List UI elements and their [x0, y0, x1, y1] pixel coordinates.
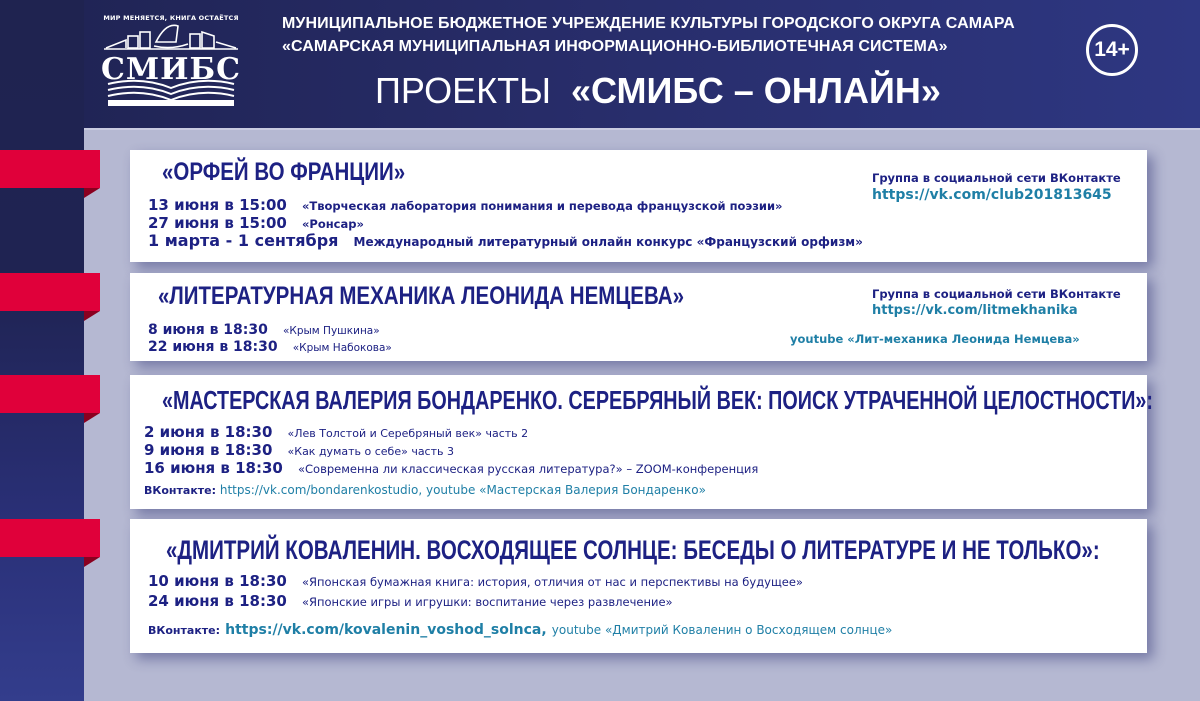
- ribbon-fold-3: [84, 413, 100, 423]
- event-date: 16 июня в 18:30: [144, 459, 283, 477]
- contacts-links[interactable]: https://vk.com/bondarenkostudio, youtube «Мастерская Валерия Бондаренко»: [219, 483, 706, 497]
- event-row: [148, 231, 863, 250]
- logo-name: СМИБС: [101, 52, 241, 87]
- event-row: [148, 591, 673, 610]
- page-title: [375, 70, 941, 112]
- ribbon-fold-2: [84, 311, 100, 321]
- ribbon-2: [0, 273, 100, 311]
- project-card-bondarenko: [130, 375, 1153, 509]
- ribbon-3: [0, 375, 100, 413]
- vk-link[interactable]: https://vk.com/litmekhanika: [872, 303, 1078, 318]
- card-title: «ЛИТЕРАТУРНАЯ МЕХАНИКА ЛЕОНИДА НЕМЦЕВА»: [158, 282, 684, 310]
- event-desc: «Японские игры и игрушки: воспитание через развлечение»: [301, 595, 673, 609]
- contacts-label: ВКонтакте:: [148, 624, 221, 637]
- event-desc: «Как думать о себе» часть 3: [287, 445, 454, 458]
- org-name-line-1: МУНИЦИПАЛЬНОЕ БЮДЖЕТНОЕ УЧРЕЖДЕНИЕ КУЛЬТУРЫ ГОРОДСКОГО ОКРУГА САМАРА: [282, 15, 1015, 32]
- contacts-row: [148, 619, 892, 638]
- ribbon-fold-1: [84, 188, 100, 198]
- event-date: 10 июня в 18:30: [148, 572, 287, 590]
- event-row: [144, 458, 758, 477]
- event-desc: «Лев Толстой и Серебряный век» часть 2: [287, 427, 529, 440]
- age-rating-badge: [1086, 24, 1138, 76]
- card-title: «ОРФЕЙ ВО ФРАНЦИИ»: [162, 158, 406, 186]
- contacts-row: [144, 483, 706, 497]
- left-stripe: [0, 0, 84, 701]
- event-desc: Международный литературный онлайн конкурс «Французский орфизм»: [353, 235, 863, 249]
- event-date: 13 июня в 15:00: [148, 196, 287, 214]
- event-desc: «Творческая лаборатория понимания и перевода французской поэзии»: [301, 199, 783, 213]
- event-desc: «Ронсар»: [301, 217, 364, 231]
- page-title-bold: «СМИБС – ОНЛАЙН»: [570, 70, 941, 111]
- event-row: [148, 571, 803, 590]
- event-row: [144, 422, 528, 441]
- youtube-link[interactable]: youtube «Лит-механика Леонида Немцева»: [790, 332, 1080, 346]
- event-date: 27 июня в 15:00: [148, 214, 287, 232]
- event-date: 8 июня в 18:30: [148, 322, 268, 338]
- project-card-orfey: [130, 150, 1147, 262]
- contacts-label: ВКонтакте:: [144, 484, 217, 497]
- youtube-link[interactable]: youtube «Дмитрий Коваленин о Восходящем солнце»: [551, 623, 893, 637]
- project-card-litmekhanika: [130, 273, 1147, 361]
- social-label: Группа в социальной сети ВКонтакте: [872, 287, 1121, 301]
- event-row: [144, 440, 454, 459]
- event-desc: «Крым Пушкина»: [282, 325, 380, 337]
- event-row: [148, 195, 782, 214]
- event-row: [148, 213, 364, 232]
- logo-motto: МИР МЕНЯЕТСЯ, КНИГА ОСТАЁТСЯ: [103, 14, 239, 22]
- vk-link[interactable]: https://vk.com/kovalenin_voshod_solnca,: [225, 622, 547, 638]
- ribbon-fold-4: [84, 557, 100, 567]
- event-row: [148, 336, 392, 355]
- org-name-line-2: «САМАРСКАЯ МУНИЦИПАЛЬНАЯ ИНФОРМАЦИОННО-БИБЛИОТЕЧНАЯ СИСТЕМА»: [282, 38, 948, 55]
- event-desc: «Крым Набокова»: [292, 342, 392, 354]
- event-date: 2 июня в 18:30: [144, 423, 273, 441]
- project-card-kovalenin: [130, 519, 1147, 653]
- event-date: 22 июня в 18:30: [148, 339, 278, 355]
- event-desc: «Японская бумажная книга: история, отличия от нас и перспективы на будущее»: [301, 575, 803, 589]
- ribbon-1: [0, 150, 100, 188]
- vk-link[interactable]: https://vk.com/club201813645: [872, 187, 1112, 203]
- event-date: 1 марта - 1 сентября: [148, 231, 339, 250]
- age-rating-text: 14+: [1094, 38, 1130, 61]
- social-label: Группа в социальной сети ВКонтакте: [872, 171, 1121, 185]
- event-date: 9 июня в 18:30: [144, 441, 273, 459]
- card-title: «ДМИТРИЙ КОВАЛЕНИН. ВОСХОДЯЩЕЕ СОЛНЦЕ: БЕСЕДЫ О ЛИТЕРАТУРЕ И НЕ ТОЛЬКО»:: [166, 535, 1100, 565]
- smibs-logo: [96, 12, 246, 108]
- ribbon-4: [0, 519, 100, 557]
- event-date: 24 июня в 18:30: [148, 592, 287, 610]
- page-title-thin: ПРОЕКТЫ: [375, 70, 551, 111]
- card-title: «МАСТЕРСКАЯ ВАЛЕРИЯ БОНДАРЕНКО. СЕРЕБРЯНЫЙ ВЕК: ПОИСК УТРАЧЕННОЙ ЦЕЛОСТНОСТИ»:: [162, 385, 1153, 415]
- event-desc: «Современна ли классическая русская литература?» – ZOOM-конференция: [297, 462, 759, 476]
